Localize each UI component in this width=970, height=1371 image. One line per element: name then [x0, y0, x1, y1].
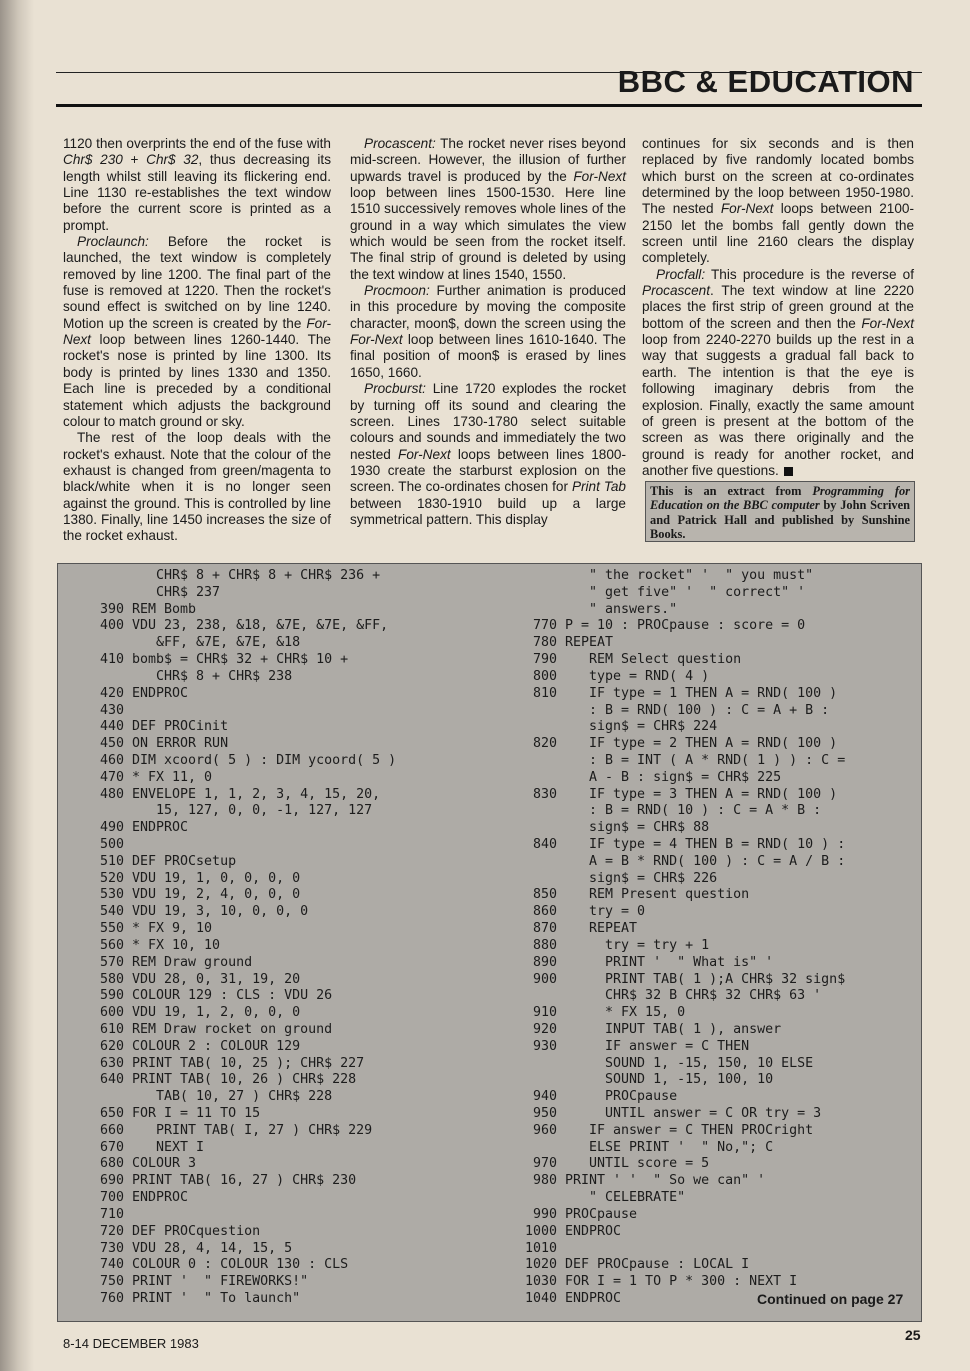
- code-line: [513, 803, 845, 820]
- code-text: : B = RND( 100 ) : C = A + B :: [557, 702, 830, 718]
- line-number: 700: [99, 1190, 124, 1206]
- line-number: 560: [99, 937, 124, 953]
- line-number: 390: [99, 601, 124, 617]
- code-text: 15, 127, 0, 0, -1, 127, 127: [124, 803, 373, 819]
- line-number: 840: [532, 837, 557, 852]
- code-text: PRINT ' " To launch": [124, 1290, 301, 1306]
- code-text: type = RND( 4 ): [557, 668, 710, 684]
- code-text: try = try + 1: [557, 937, 710, 953]
- code-line: [80, 803, 396, 820]
- line-number: 420: [99, 685, 124, 701]
- line-number: 540: [99, 904, 124, 920]
- code-line: [513, 1056, 845, 1073]
- code-line: [513, 1106, 845, 1123]
- code-line: [513, 955, 845, 972]
- code-line: [80, 1173, 396, 1190]
- code-line: [80, 1123, 396, 1140]
- code-line: [513, 635, 845, 652]
- code-text: DEF PROCinit: [124, 719, 229, 735]
- code-line: [513, 988, 845, 1005]
- code-line: [513, 736, 845, 753]
- code-text: ENVELOPE 1, 1, 2, 3, 4, 15, 20,: [124, 786, 381, 802]
- line-number: 580: [99, 971, 124, 987]
- code-text: COLOUR 0 : COLOUR 130 : CLS: [124, 1257, 349, 1273]
- code-line: [80, 1241, 396, 1258]
- continued-note: Continued on page 27: [757, 1291, 904, 1307]
- line-number: 830: [532, 786, 557, 802]
- code-line: [80, 1207, 396, 1224]
- line-number: 920: [532, 1021, 557, 1037]
- line-number: 490: [99, 820, 124, 836]
- code-text: sign$ = CHR$ 224: [557, 719, 718, 735]
- code-text: CHR$ 8 + CHR$ 8 + CHR$ 236 +: [124, 568, 381, 583]
- code-text: IF answer = C THEN: [557, 1038, 750, 1054]
- code-line: [513, 753, 845, 770]
- code-text: * FX 15, 0: [557, 1005, 686, 1021]
- article-paragraph: 1120 then overprints the end of the fuse with Chr$ 230 + Chr$ 32, thus decreasing its length whilst still leaving its flickering end. Line 1130 re-establishes the text window before the current score is printed as a prompt.: [63, 136, 331, 233]
- line-number: 930: [532, 1038, 557, 1054]
- line-number: 650: [99, 1106, 124, 1121]
- code-text: NEXT I: [124, 1139, 205, 1155]
- code-text: " answers.": [557, 601, 678, 617]
- code-text: A = B * RND( 100 ) : C = A / B :: [557, 853, 846, 869]
- article-column-3: [642, 136, 914, 479]
- line-number: 740: [99, 1257, 124, 1273]
- code-text: VDU 19, 1, 0, 0, 0, 0: [124, 870, 301, 886]
- code-text: VDU 28, 4, 14, 15, 5: [124, 1240, 293, 1256]
- line-number: 960: [532, 1122, 557, 1138]
- code-text: UNTIL answer = C OR try = 3: [557, 1106, 822, 1121]
- code-line: [513, 719, 845, 736]
- line-number: 850: [532, 887, 557, 903]
- code-text: IF type = 2 THEN A = RND( 100 ): [557, 736, 838, 752]
- code-text: VDU 19, 1, 2, 0, 0, 0: [124, 1005, 301, 1021]
- line-number: 940: [532, 1089, 557, 1105]
- line-number: 550: [99, 921, 124, 937]
- code-text: try = 0: [557, 904, 646, 920]
- line-number: 590: [99, 988, 124, 1004]
- line-number: 530: [99, 887, 124, 903]
- code-text: CHR$ 32 B CHR$ 32 CHR$ 63 ': [557, 988, 822, 1004]
- line-number: 520: [99, 870, 124, 886]
- line-number: 450: [99, 736, 124, 752]
- code-text: REM Draw rocket on ground: [124, 1021, 333, 1037]
- code-text: sign$ = CHR$ 226: [557, 870, 718, 886]
- line-number: 810: [532, 685, 557, 701]
- code-line: [513, 1224, 845, 1241]
- code-text: PRINT ' ' " So we can" ': [557, 1173, 766, 1189]
- header-main-rule: [56, 104, 922, 107]
- code-line: [80, 1291, 396, 1308]
- listing-column-right: [513, 568, 845, 1308]
- code-line: [80, 854, 396, 871]
- line-number: 600: [99, 1005, 124, 1021]
- line-number: 790: [532, 652, 557, 668]
- code-text: REPEAT: [557, 635, 614, 651]
- code-text: &FF, &7E, &7E, &18: [124, 635, 301, 651]
- code-text: COLOUR 2 : COLOUR 129: [124, 1038, 301, 1054]
- line-number: 500: [99, 837, 124, 852]
- code-line: [80, 635, 396, 652]
- code-line: [80, 1005, 396, 1022]
- line-number: 980: [532, 1173, 557, 1189]
- code-text: CHR$ 237: [124, 584, 221, 600]
- code-line: [513, 1089, 845, 1106]
- code-text: IF answer = C THEN PROCright: [557, 1122, 814, 1138]
- code-line: [513, 854, 845, 871]
- code-line: [80, 921, 396, 938]
- page-number: 25: [905, 1327, 921, 1343]
- code-text: ENDPROC: [557, 1223, 622, 1239]
- line-number: 900: [532, 971, 557, 987]
- code-line: [80, 1156, 396, 1173]
- code-line: [513, 820, 845, 837]
- code-line: [513, 703, 845, 720]
- line-number: 760: [99, 1290, 124, 1306]
- code-line: [513, 1207, 845, 1224]
- line-number: 1040: [524, 1290, 557, 1306]
- code-line: [513, 568, 845, 585]
- line-number: 1020: [524, 1257, 557, 1273]
- code-line: [80, 1190, 396, 1207]
- code-text: COLOUR 129 : CLS : VDU 26: [124, 988, 333, 1004]
- code-line: [80, 1022, 396, 1039]
- code-text: DEF PROCpause : LOCAL I: [557, 1257, 750, 1273]
- code-text: INPUT TAB( 1 ), answer: [557, 1021, 782, 1037]
- line-number: 730: [99, 1240, 124, 1256]
- code-text: PRINT TAB( 16, 27 ) CHR$ 230: [124, 1173, 357, 1189]
- line-number: 890: [532, 954, 557, 970]
- article-column-1: [63, 136, 331, 545]
- code-line: [513, 1022, 845, 1039]
- code-text: P = 10 : PROCpause : score = 0: [557, 618, 806, 634]
- code-line: [80, 871, 396, 888]
- code-text: FOR I = 11 TO 15: [124, 1106, 261, 1121]
- code-text: ENDPROC: [124, 820, 189, 836]
- code-line: [80, 753, 396, 770]
- article-paragraph: Procmoon: Further animation is produced in this procedure by moving the composite character, moon$, down the screen using the For-Next loop between lines 1610-1640. The final position of moon$ is erased by lines 1650, 1660.: [350, 283, 626, 380]
- code-text: VDU 23, 238, &18, &7E, &7E, &FF,: [124, 618, 389, 634]
- line-number: 770: [532, 618, 557, 634]
- section-header: BBC & EDUCATION: [617, 64, 914, 99]
- code-text: SOUND 1, -15, 150, 10 ELSE: [557, 1055, 814, 1071]
- code-line: [80, 820, 396, 837]
- line-number: 1030: [524, 1274, 557, 1290]
- code-line: [80, 972, 396, 989]
- code-line: [513, 787, 845, 804]
- code-line: [80, 837, 396, 854]
- line-number: 710: [99, 1206, 124, 1222]
- code-line: [513, 1005, 845, 1022]
- article-column-2: [350, 136, 626, 528]
- code-text: VDU 19, 2, 4, 0, 0, 0: [124, 887, 301, 903]
- line-number: 460: [99, 752, 124, 768]
- code-line: [513, 887, 845, 904]
- code-text: " the rocket" ' " you must": [557, 568, 814, 583]
- code-line: [80, 669, 396, 686]
- line-number: 800: [532, 668, 557, 684]
- code-line: [513, 1173, 845, 1190]
- code-text: IF type = 3 THEN A = RND( 100 ): [557, 786, 838, 802]
- program-listing: [57, 563, 922, 1322]
- line-number: 870: [532, 921, 557, 937]
- code-line: [80, 686, 396, 703]
- code-text: PRINT ' " FIREWORKS!": [124, 1274, 309, 1290]
- code-text: DEF PROCquestion: [124, 1223, 261, 1239]
- line-number: 410: [99, 652, 124, 668]
- code-text: : B = INT ( A * RND( 1 ) ) : C =: [557, 752, 846, 768]
- article-paragraph: continues for six seconds and is then replaced by five randomly located bombs which burst on the screen at co-ordinates determined by the loop between 1950-1980. The nested For-Next loops between 2100-2150 let the bombs fall gently down the screen until line 2160 clears the display completely.: [642, 136, 914, 266]
- code-line: [513, 871, 845, 888]
- code-line: [80, 770, 396, 787]
- code-line: [80, 988, 396, 1005]
- code-text: * FX 10, 10: [124, 937, 221, 953]
- code-text: " CELEBRATE": [557, 1190, 686, 1206]
- article-paragraph: The rest of the loop deals with the rocket's exhaust. Note that the colour of the exhaust is changed from green/magenta to black/white when it is no longer seen against the ground. This is controlled by line 1380. Finally, line 1450 increases the size of the rocket exhaust.: [63, 430, 331, 544]
- code-line: [513, 669, 845, 686]
- end-of-article-mark: [784, 467, 793, 476]
- code-text: ENDPROC: [557, 1290, 622, 1306]
- code-line: [513, 1039, 845, 1056]
- code-text: IF type = 1 THEN A = RND( 100 ): [557, 685, 838, 701]
- code-text: REM Select question: [557, 652, 742, 668]
- code-line: [80, 1089, 396, 1106]
- code-line: [80, 736, 396, 753]
- code-line: [80, 1224, 396, 1241]
- line-number: 480: [99, 786, 124, 802]
- code-line: [80, 938, 396, 955]
- code-text: SOUND 1, -15, 100, 10: [557, 1072, 774, 1088]
- code-line: [80, 904, 396, 921]
- code-line: [80, 955, 396, 972]
- line-number: 430: [99, 702, 124, 718]
- line-number: 640: [99, 1072, 124, 1088]
- code-text: VDU 19, 3, 10, 0, 0, 0: [124, 904, 309, 920]
- code-text: IF type = 4 THEN B = RND( 10 ) :: [557, 837, 846, 852]
- code-text: PROCpause: [557, 1089, 678, 1105]
- code-text: COLOUR 3: [124, 1156, 197, 1172]
- code-line: [513, 1140, 845, 1157]
- code-line: [513, 1257, 845, 1274]
- code-text: DEF PROCsetup: [124, 853, 237, 869]
- code-line: [513, 1241, 845, 1258]
- line-number: 660: [99, 1122, 124, 1138]
- code-text: UNTIL score = 5: [557, 1156, 710, 1172]
- line-number: 910: [532, 1005, 557, 1021]
- article-paragraph: Proclaunch: Before the rocket is launched, the text window is completely removed by line 1200. The final part of the fuse is removed at 1220. Then the rocket's sound effect is switched on by line 1240. Motion up the screen is created by the For-Next loop between lines 1260-1440. The rocket's nose is printed by line 1300. Its body is printed by lines 1330 and 1350. Each line is preceded by a conditional statement which adjusts the background colour to match ground or sky.: [63, 234, 331, 429]
- code-line: [513, 1072, 845, 1089]
- code-line: [513, 1156, 845, 1173]
- code-line: [80, 602, 396, 619]
- code-text: PROCpause: [557, 1206, 638, 1222]
- code-text: " get five" ' " correct" ': [557, 584, 806, 600]
- code-text: ON ERROR RUN: [124, 736, 229, 752]
- code-text: DIM xcoord( 5 ) : DIM ycoord( 5 ): [124, 752, 397, 768]
- line-number: 510: [99, 853, 124, 869]
- code-text: * FX 9, 10: [124, 921, 213, 937]
- code-text: PRINT TAB( I, 27 ) CHR$ 229: [124, 1122, 373, 1138]
- code-text: * FX 11, 0: [124, 769, 213, 785]
- line-number: 470: [99, 769, 124, 785]
- code-text: : B = RND( 10 ) : C = A * B :: [557, 803, 822, 819]
- line-number: 950: [532, 1106, 557, 1121]
- code-text: FOR I = 1 TO P * 300 : NEXT I: [557, 1274, 798, 1290]
- code-line: [80, 585, 396, 602]
- code-line: [80, 703, 396, 720]
- code-line: [80, 1072, 396, 1089]
- line-number: 670: [99, 1139, 124, 1155]
- code-text: A - B : sign$ = CHR$ 225: [557, 769, 782, 785]
- code-line: [513, 837, 845, 854]
- code-line: [80, 1106, 396, 1123]
- code-text: VDU 28, 0, 31, 19, 20: [124, 971, 301, 987]
- code-line: [80, 1056, 396, 1073]
- line-number: 780: [532, 635, 557, 651]
- code-text: ENDPROC: [124, 1190, 189, 1206]
- code-line: [513, 921, 845, 938]
- line-number: 1010: [524, 1240, 557, 1256]
- code-line: [513, 618, 845, 635]
- code-line: [513, 686, 845, 703]
- line-number: 440: [99, 719, 124, 735]
- code-text: ENDPROC: [124, 685, 189, 701]
- listing-column-left: [80, 568, 396, 1308]
- code-line: [80, 1274, 396, 1291]
- code-text: bomb$ = CHR$ 32 + CHR$ 10 +: [124, 652, 349, 668]
- code-line: [513, 904, 845, 921]
- code-text: PRINT ' " What is" ': [557, 954, 774, 970]
- code-line: [80, 887, 396, 904]
- code-line: [513, 938, 845, 955]
- line-number: 990: [532, 1206, 557, 1222]
- code-text: CHR$ 8 + CHR$ 238: [124, 668, 293, 684]
- code-text: REM Present question: [557, 887, 750, 903]
- line-number: 630: [99, 1055, 124, 1071]
- code-line: [80, 1257, 396, 1274]
- code-line: [513, 585, 845, 602]
- line-number: 610: [99, 1021, 124, 1037]
- line-number: 820: [532, 736, 557, 752]
- code-text: sign$ = CHR$ 88: [557, 820, 710, 836]
- line-number: 860: [532, 904, 557, 920]
- book-spine-shadow: [0, 0, 34, 1371]
- code-text: REM Bomb: [124, 601, 197, 617]
- book-extract-note: This is an extract from Programming for Education on the BBC computer by John Scriven and Patrick Hall and published by Sunshine Books.: [645, 481, 915, 542]
- code-text: TAB( 10, 27 ) CHR$ 228: [124, 1089, 333, 1105]
- line-number: 680: [99, 1156, 124, 1172]
- line-number: 970: [532, 1156, 557, 1172]
- code-line: [513, 1274, 845, 1291]
- code-text: PRINT TAB( 1 );A CHR$ 32 sign$: [557, 971, 846, 987]
- code-line: [80, 568, 396, 585]
- code-text: REM Draw ground: [124, 954, 253, 970]
- code-line: [513, 1123, 845, 1140]
- code-line: [513, 770, 845, 787]
- code-line: [513, 1190, 845, 1207]
- code-line: [513, 602, 845, 619]
- code-line: [80, 787, 396, 804]
- issue-date: 8-14 DECEMBER 1983: [63, 1336, 199, 1351]
- code-line: [80, 719, 396, 736]
- line-number: 570: [99, 954, 124, 970]
- code-line: [80, 1140, 396, 1157]
- line-number: 720: [99, 1223, 124, 1239]
- code-line: [513, 652, 845, 669]
- code-text: PRINT TAB( 10, 25 ); CHR$ 227: [124, 1055, 365, 1071]
- code-text: REPEAT: [557, 921, 638, 937]
- article-paragraph: Procburst: Line 1720 explodes the rocket by turning off its sound and clearing the screen. Lines 1730-1780 select suitable colours and sounds and immediately the two nested For-Next loops between lines 1800-1930 create the starburst explosion on the screen. The co-ordinates chosen for Print Tab between 1830-1910 build up a large symmetrical pattern. This display: [350, 381, 627, 527]
- line-number: 620: [99, 1038, 124, 1054]
- code-line: [80, 652, 396, 669]
- code-text: ELSE PRINT ' " No,"; C: [557, 1139, 774, 1155]
- line-number: 750: [99, 1274, 124, 1290]
- article-paragraph: Procascent: The rocket never rises beyond mid-screen. However, the illusion of further upwards travel is produced by the For-Next loop between lines 1500-1530. Here line 1510 successively removes whole lines of the ground in a way which simulates the view which would be seen from the rocket itself. The final strip of ground is deleted by using the text window at lines 1540, 1550.: [350, 136, 626, 282]
- line-number: 690: [99, 1173, 124, 1189]
- code-text: PRINT TAB( 10, 26 ) CHR$ 228: [124, 1072, 357, 1088]
- code-line: [513, 972, 845, 989]
- code-line: [80, 1039, 396, 1056]
- article-paragraph: Procfall: This procedure is the reverse of Procascent. The text window at line 2220 places the first strip of green ground at the bottom of the screen and then the For-Next loop from 2240-2270 builds up the rest in a way that suggests a gradual fall back to earth. The intention is that the eye is following imaginary debris from the explosion. Finally, exactly the same amount of green is present at the bottom of the screen as was there originally and the ground is ready for another rocket, and another five questions.: [642, 266, 914, 478]
- line-number: 880: [532, 937, 557, 953]
- code-line: [80, 618, 396, 635]
- line-number: 400: [99, 618, 124, 634]
- line-number: 1000: [524, 1223, 557, 1239]
